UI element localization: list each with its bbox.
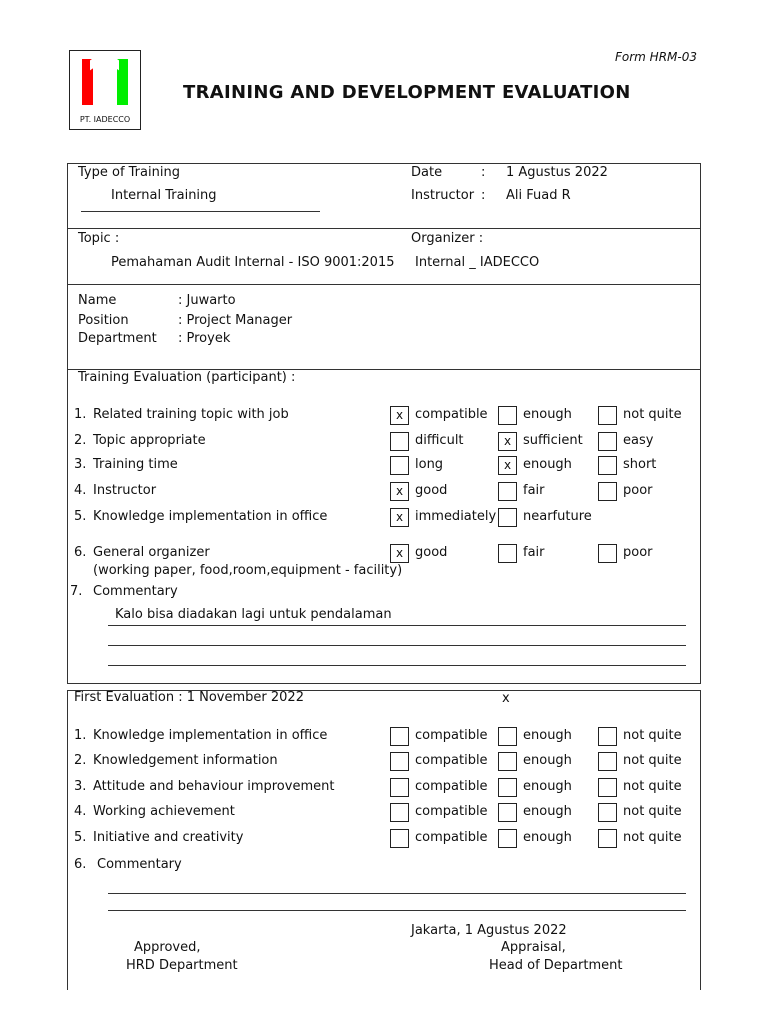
option-label: not quite: [623, 753, 682, 768]
type-of-training-underline: [81, 211, 320, 212]
option-checkbox[interactable]: x: [390, 406, 409, 425]
topic-label: Topic :: [78, 231, 120, 246]
item6-subtext: (working paper, food,room,equipment - facility): [93, 563, 403, 578]
option-label: not quite: [623, 728, 682, 743]
option-label: compatible: [415, 830, 488, 845]
first-commentary-number: 6.: [74, 857, 87, 872]
training-evaluation-heading: Training Evaluation (participant) :: [78, 370, 296, 385]
position-value: : Project Manager: [178, 313, 293, 328]
item-number: 2.: [74, 433, 87, 448]
department-value: : Proyek: [178, 331, 231, 346]
option-checkbox[interactable]: [598, 432, 617, 451]
date-value: 1 Agustus 2022: [506, 165, 608, 180]
instructor-colon: :: [481, 188, 486, 203]
item-label: Training time: [93, 457, 178, 472]
option-checkbox[interactable]: [498, 778, 517, 797]
approved-department: HRD Department: [126, 958, 238, 973]
option-label: long: [415, 457, 444, 472]
option-label: fair: [523, 545, 545, 560]
option-label: compatible: [415, 407, 488, 422]
name-value: : Juwarto: [178, 293, 236, 308]
option-label: sufficient: [523, 433, 583, 448]
item-label: Topic appropriate: [93, 433, 206, 448]
option-label: good: [415, 545, 448, 560]
option-checkbox[interactable]: [598, 803, 617, 822]
option-label: enough: [523, 407, 572, 422]
appraisal-label: Appraisal,: [501, 940, 566, 955]
option-label: enough: [523, 457, 572, 472]
commentary-line[interactable]: [108, 665, 686, 666]
option-label: compatible: [415, 804, 488, 819]
date-colon: :: [481, 165, 486, 180]
commentary-number: 7.: [70, 584, 83, 599]
option-checkbox[interactable]: [390, 456, 409, 475]
item-label: Instructor: [93, 483, 157, 498]
type-of-training-label: Type of Training: [78, 165, 180, 180]
item-label: Working achievement: [93, 804, 235, 819]
option-checkbox[interactable]: [390, 778, 409, 797]
place-date: Jakarta, 1 Agustus 2022: [411, 923, 567, 938]
option-checkbox[interactable]: x: [498, 432, 517, 451]
appraisal-department: Head of Department: [489, 958, 623, 973]
logo-notch-right: [115, 58, 119, 71]
department-label: Department: [78, 331, 157, 346]
company-logo: [69, 50, 141, 130]
option-checkbox[interactable]: [598, 482, 617, 501]
commentary-value: Kalo bisa diadakan lagi untuk pendalaman: [115, 607, 392, 622]
position-label: Position: [78, 313, 129, 328]
option-label: compatible: [415, 753, 488, 768]
logo-notch-left: [90, 58, 94, 71]
organizer-label: Organizer :: [411, 231, 484, 246]
option-label: not quite: [623, 830, 682, 845]
topic-value: Pemahaman Audit Internal - ISO 9001:2015: [111, 255, 395, 270]
form-number: Form HRM-03: [615, 50, 697, 64]
option-label: poor: [623, 483, 653, 498]
option-checkbox[interactable]: [498, 829, 517, 848]
item-label: Knowledgement information: [93, 753, 278, 768]
commentary-line[interactable]: [108, 910, 686, 911]
option-checkbox[interactable]: x: [390, 482, 409, 501]
option-checkbox[interactable]: [390, 829, 409, 848]
option-label: enough: [523, 753, 572, 768]
option-checkbox[interactable]: [390, 803, 409, 822]
commentary-line[interactable]: [108, 645, 686, 646]
item-number: 2.: [74, 753, 87, 768]
option-checkbox[interactable]: [498, 508, 517, 527]
option-label: enough: [523, 804, 572, 819]
option-label: not quite: [623, 407, 682, 422]
approved-label: Approved,: [134, 940, 201, 955]
option-checkbox[interactable]: [598, 727, 617, 746]
option-checkbox[interactable]: [498, 752, 517, 771]
organizer-value: Internal _ IADECCO: [415, 255, 540, 270]
item-number: 3.: [74, 779, 87, 794]
name-label: Name: [78, 293, 117, 308]
option-label: good: [415, 483, 448, 498]
option-checkbox[interactable]: [390, 727, 409, 746]
item-number: 4.: [74, 483, 87, 498]
item-number: 1.: [74, 728, 87, 743]
first-commentary-label: Commentary: [97, 857, 182, 872]
option-checkbox[interactable]: [598, 406, 617, 425]
section-divider: [67, 228, 701, 229]
option-label: poor: [623, 545, 653, 560]
option-label: immediately: [415, 509, 497, 524]
item-number: 1.: [74, 407, 87, 422]
option-checkbox[interactable]: [598, 829, 617, 848]
option-label: difficult: [415, 433, 464, 448]
option-label: compatible: [415, 728, 488, 743]
option-checkbox[interactable]: x: [390, 544, 409, 563]
participant-section: [67, 284, 701, 370]
item-label: Related training topic with job: [93, 407, 289, 422]
option-checkbox[interactable]: [498, 406, 517, 425]
instructor-value: Ali Fuad R: [506, 188, 571, 203]
page-title: TRAINING AND DEVELOPMENT EVALUATION: [183, 82, 631, 103]
option-checkbox[interactable]: [598, 456, 617, 475]
commentary-label: Commentary: [93, 584, 178, 599]
option-label: easy: [623, 433, 654, 448]
option-label: enough: [523, 728, 572, 743]
item-label: Attitude and behaviour improvement: [93, 779, 335, 794]
option-checkbox[interactable]: [498, 803, 517, 822]
item-number: 3.: [74, 457, 87, 472]
stray-mark: x: [502, 691, 510, 706]
option-label: compatible: [415, 779, 488, 794]
type-of-training-value: Internal Training: [111, 188, 217, 203]
logo-text: PT. IADECCO: [79, 115, 131, 124]
option-checkbox[interactable]: x: [498, 456, 517, 475]
item-label: Knowledge implementation in office: [93, 728, 328, 743]
option-checkbox[interactable]: [390, 432, 409, 451]
option-label: short: [623, 457, 657, 472]
option-checkbox[interactable]: x: [390, 508, 409, 527]
item-number: 6.: [74, 545, 87, 560]
option-checkbox[interactable]: [598, 752, 617, 771]
instructor-label: Instructor: [411, 188, 475, 203]
option-checkbox[interactable]: [498, 727, 517, 746]
option-checkbox[interactable]: [390, 752, 409, 771]
first-evaluation-heading: First Evaluation : 1 November 2022: [74, 690, 304, 705]
item-number: 5.: [74, 830, 87, 845]
option-label: not quite: [623, 779, 682, 794]
item-label: Knowledge implementation in office: [93, 509, 328, 524]
option-label: enough: [523, 830, 572, 845]
item-label: General organizer: [93, 545, 210, 560]
commentary-line[interactable]: [108, 893, 686, 894]
option-checkbox[interactable]: [498, 482, 517, 501]
option-label: nearfuture: [523, 509, 592, 524]
item-label: Initiative and creativity: [93, 830, 244, 845]
option-checkbox[interactable]: [598, 544, 617, 563]
item-number: 4.: [74, 804, 87, 819]
date-label: Date: [411, 165, 443, 180]
item-number: 5.: [74, 509, 87, 524]
commentary-line[interactable]: [108, 625, 686, 626]
option-label: enough: [523, 779, 572, 794]
option-label: not quite: [623, 804, 682, 819]
option-checkbox[interactable]: [498, 544, 517, 563]
option-checkbox[interactable]: [598, 778, 617, 797]
option-label: fair: [523, 483, 545, 498]
